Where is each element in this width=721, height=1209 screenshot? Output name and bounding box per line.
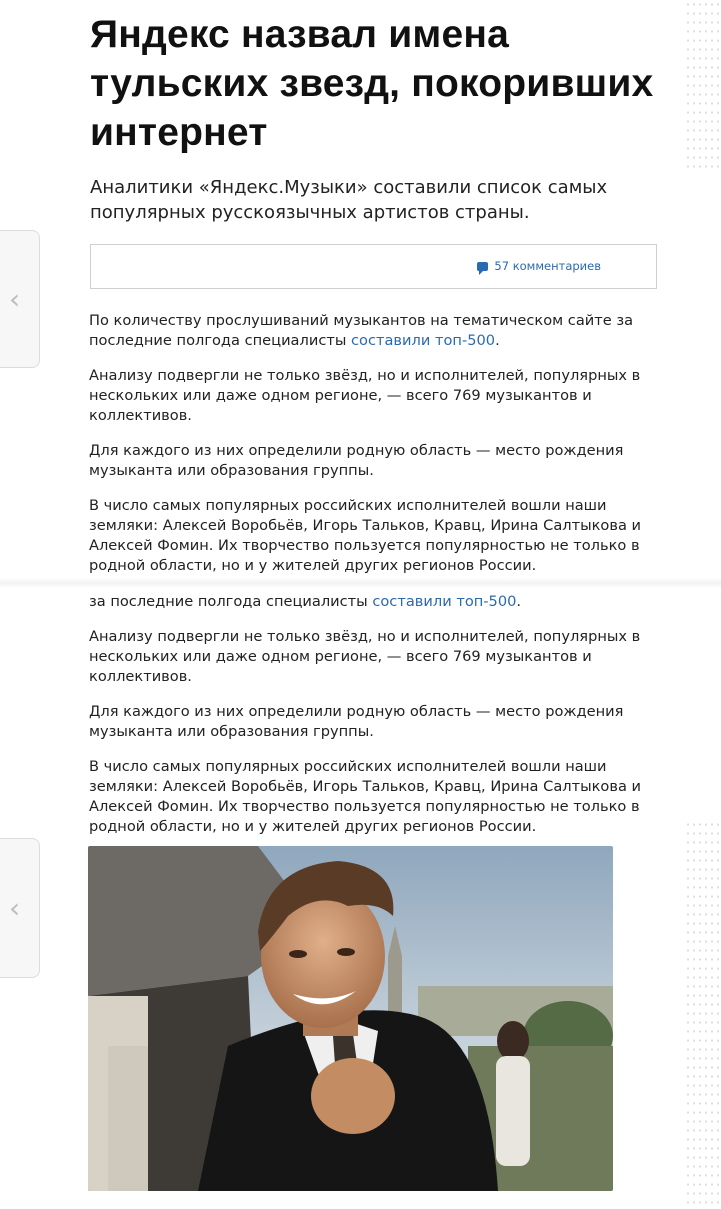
paragraph-2-repeat: Анализу подвергли не только звёзд, но и исполнителей, популярных в нескольких или даже одном регионе, — всего 769 музыкантов и коллективов. <box>89 628 641 685</box>
photo-illustration <box>88 846 613 1191</box>
article-body-lower <box>89 592 669 852</box>
paragraph-1-repeat: за последние полгода специалисты составили топ-500. <box>89 593 522 610</box>
prev-article-tab[interactable] <box>0 230 40 368</box>
comments-link[interactable] <box>477 259 601 273</box>
paragraph-2: Анализу подвергли не только звёзд, но и исполнителей, популярных в нескольких или даже одном регионе, — всего 769 музыкантов и коллективов. <box>89 367 641 424</box>
speech-bubble-icon <box>477 262 488 271</box>
chevron-left-icon: ‹ <box>9 891 21 925</box>
article-photo <box>88 846 613 1191</box>
chevron-left-icon: ‹ <box>9 282 21 316</box>
top500-link[interactable]: составили топ-500 <box>351 332 496 349</box>
article-body-upper <box>89 311 669 591</box>
paragraph-4-repeat: В число самых популярных российских исполнителей вошли наши земляки: Алексей Воробьёв, Игорь Тальков, Кравц, Ирина Салтыкова и Алексей Фомин. Их творчество пользуется популярностью не только в родной области, но и у жителей других регионов России. <box>89 758 642 835</box>
paragraph-3: Для каждого из них определили родную область — место рождения музыканта или образования группы. <box>89 442 624 479</box>
article-title: Яндекс назвал имена тульских звезд, покоривших интернет <box>90 13 654 154</box>
top500-link-repeat[interactable]: составили топ-500 <box>372 593 517 610</box>
article-lead: Аналитики «Яндекс.Музыки» составили список самых популярных русскоязычных артистов страны. <box>90 177 608 223</box>
scan-edge-top <box>685 0 721 170</box>
comments-count: 57 комментариев <box>494 259 601 273</box>
paragraph-4: В число самых популярных российских исполнителей вошли наши земляки: Алексей Воробьёв, Игорь Тальков, Кравц, Ирина Салтыкова и Алексей Фомин. Их творчество пользуется популярностью не только в родной области, но и у жителей других регионов России. <box>89 497 642 574</box>
scan-edge-bottom <box>685 820 721 1209</box>
paragraph-1: По количеству прослушиваний музыкантов на тематическом сайте за последние полгода специалисты составили топ-500. <box>89 312 634 349</box>
paragraph-3-repeat: Для каждого из них определили родную область — место рождения музыканта или образования группы. <box>89 703 624 740</box>
prev-article-tab-lower[interactable] <box>0 838 40 978</box>
comments-bar <box>90 244 657 289</box>
